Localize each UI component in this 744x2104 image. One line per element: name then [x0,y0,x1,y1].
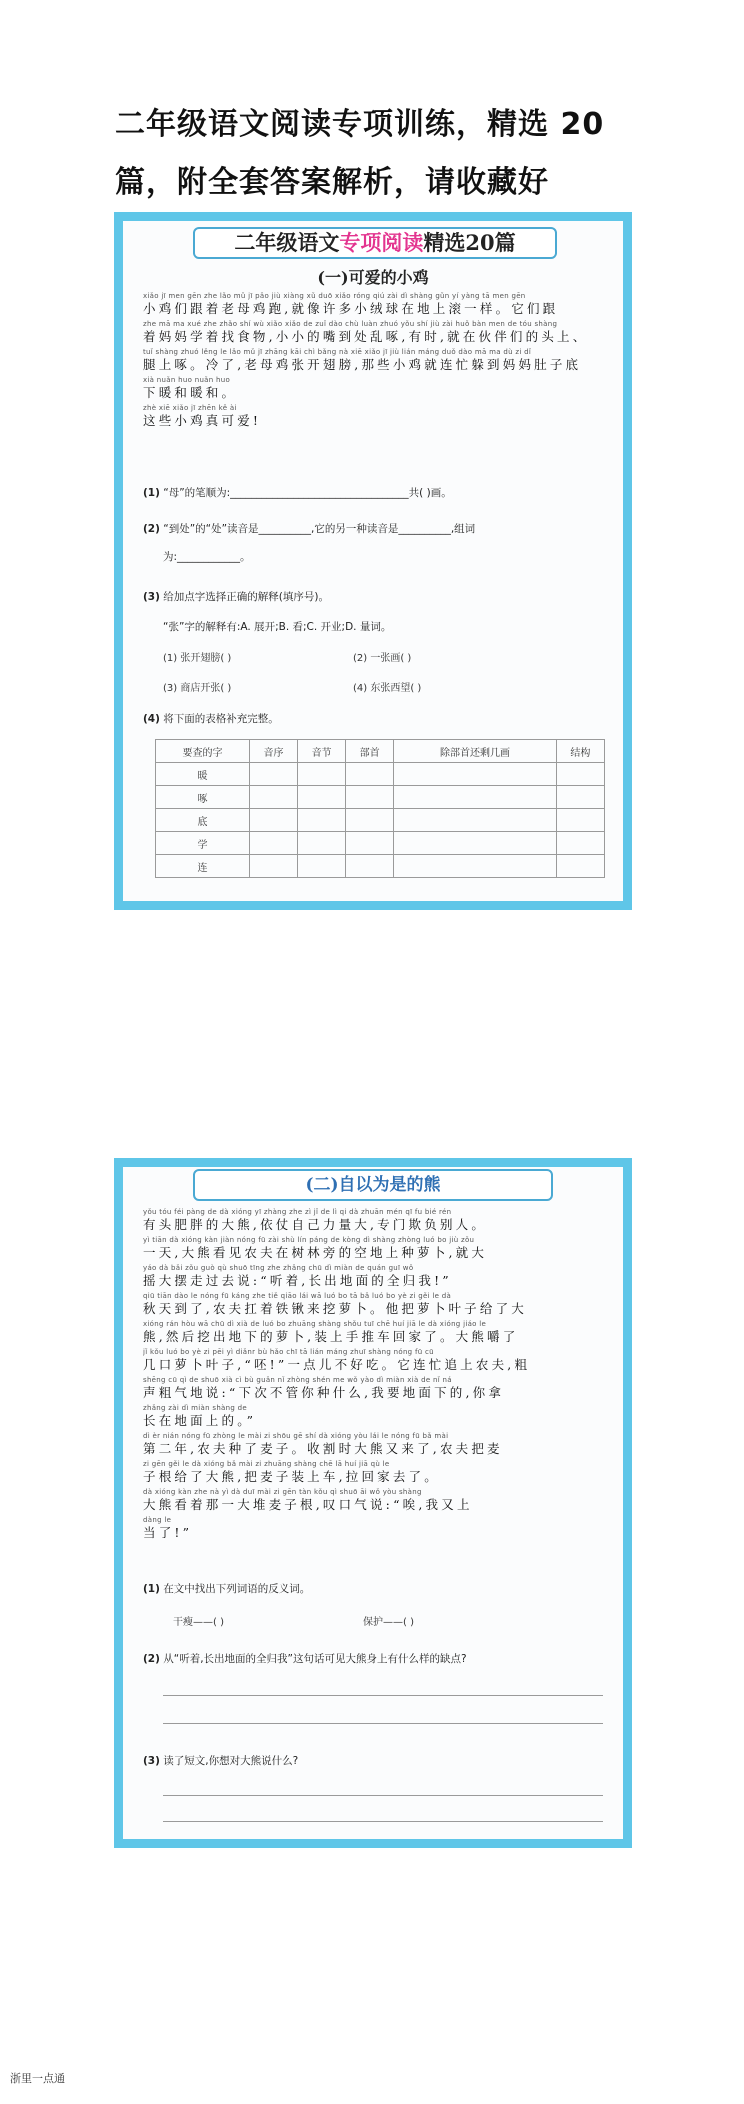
story-2-line [143,1515,613,1541]
hanzi-line: 一天,大熊看见农夫在树林旁的空地上种萝卜,就大 [143,1245,488,1260]
banner-text-highlight: 专项阅读 [339,230,424,255]
hanzi-line: 长在地面上的。” [143,1413,257,1428]
table-cell-blank[interactable] [346,855,394,878]
hanzi-line: 有头肥胖的大熊,依仗自己力量大,专门欺负别人。 [143,1217,488,1232]
story-1-line [143,375,613,401]
story-2-title: (二)自以为是的熊 [193,1169,553,1201]
pinyin-line: zhè xiē xiǎo jī zhēn kě ài [143,404,237,412]
antonym-blank: 干瘦——( ) [173,1617,224,1628]
headline-line-1: 二年级语文阅读专项训练，精选 20 [115,107,605,142]
pinyin-line: xiǎo jī men gēn zhe lǎo mǔ jī pǎo jiù xiàng xǔ duō xiǎo róng qiú zài dì shàng gǔn yí yàng tā men gēn [143,292,526,300]
pinyin-line: yǒu tóu féi pàng de dà xióng yī zhàng zhe zì jǐ de lì qi dà zhuān mén qī fu bié rén [143,1208,452,1216]
hanzi-line: 下暖和暖和。 [143,385,238,400]
footer-watermark: 浙里一点通 [10,2072,65,2085]
question-3-option: (4) 东张西望( ) [353,683,422,694]
story-2-question-2 [143,1651,467,1666]
table-cell-blank[interactable] [346,832,394,855]
hanzi-line: 腿上啄。冷了,老母鸡张开翅膀,那些小鸡就连忙躲到妈妈肚子底 [143,357,582,372]
table-cell-character: 学 [156,832,250,855]
story-1-line [143,403,613,429]
table-cell-blank[interactable] [346,786,394,809]
story-2-line [143,1487,613,1513]
table-cell-blank[interactable] [556,786,604,809]
question-3-option: (2) 一张画( ) [353,653,412,664]
story-1-title: (一)可爱的小鸡 [317,268,429,287]
hanzi-line: 小鸡们跟着老母鸡跑,就像许多小绒球在地上滚一样。它们跟 [143,301,559,316]
table-cell-blank[interactable] [346,809,394,832]
table-header: 部首 [346,740,394,763]
story-2-line [143,1459,613,1485]
story-1-line [143,291,613,317]
table-cell-blank[interactable] [346,763,394,786]
hanzi-line: 大熊看着那一大堆麦子根,叹口气说:“唉,我又上 [143,1497,473,1512]
question-3 [143,589,329,604]
answer-line[interactable] [163,1795,603,1796]
table-cell-blank[interactable] [298,809,346,832]
hanzi-line: 几口萝卜叶子,“呸!”一点儿不好吃。它连忙追上农夫,粗 [143,1357,531,1372]
table-cell-blank[interactable] [249,855,297,878]
question-4-number: (4) [143,713,160,725]
question-1-number: (1) [143,487,160,499]
story-2-line [143,1431,613,1457]
question-2-continued: 为:____________。 [163,551,251,563]
pinyin-line: dì èr nián nóng fū zhòng le mài zi shōu gē shí dà xióng yòu lái le nóng fū bǎ mài [143,1432,449,1440]
answer-line[interactable] [163,1695,603,1696]
hanzi-line: 着妈妈学着找食物,小小的嘴到处乱啄,有时,就在伙伴们的头上、 [143,329,589,344]
pinyin-line: zhǎng zài dì miàn shàng de [143,1404,247,1412]
banner-text-tail: 精选20篇 [423,230,516,255]
question-text: 读了短文,你想对大熊说什么? [163,1755,299,1767]
table-cell-blank[interactable] [298,763,346,786]
hanzi-line: 摇大摆走过去说:“听着,长出地面的全归我!” [143,1273,452,1288]
hanzi-line: 这些小鸡真可爱! [143,413,262,428]
table-cell-character: 底 [156,809,250,832]
hanzi-line: 第二年,农夫种了麦子。收割时大熊又来了,农夫把麦 [143,1441,503,1456]
table-header: 要查的字 [156,740,250,763]
story-2-line [143,1403,613,1429]
story-2-line [143,1207,613,1233]
headline-line-2: 篇，附全套答案解析，请收藏好 [115,165,549,200]
question-3-number: (3) [143,591,160,603]
table-row [156,832,605,855]
pinyin-line: dà xióng kàn zhe nà yì dà duī mài zi gēn tàn kǒu qì shuō āi wǒ yòu shàng [143,1488,422,1496]
pinyin-line: qiū tiān dào le nóng fū káng zhe tiě qiāo lái wā luó bo tā bǎ luó bo yè zi gěi le dà [143,1292,452,1300]
antonym-blank: 保护——( ) [363,1617,414,1628]
pinyin-line: dàng le [143,1516,172,1524]
question-text: 在文中找出下列词语的反义词。 [163,1583,311,1595]
worksheet-1 [114,212,632,910]
answer-line[interactable] [163,1723,603,1724]
story-2-line [143,1235,613,1261]
pinyin-line: xià nuǎn huo nuǎn huo [143,376,231,384]
table-header: 音节 [298,740,346,763]
pinyin-line: jǐ kǒu luó bo yè zi pēi yì diǎnr bù hǎo chī tā lián máng zhuī shàng nóng fū cū [143,1348,434,1356]
worksheet-2 [114,1158,632,1848]
table-row [156,855,605,878]
question-3-text: 给加点字选择正确的解释(填序号)。 [163,591,329,603]
worksheet-2-paper [123,1167,623,1839]
table-cell-blank[interactable] [249,763,297,786]
table-cell-blank[interactable] [394,809,557,832]
story-2-question-1 [143,1581,310,1596]
table-row [156,763,605,786]
question-2-number: (2) [143,523,160,535]
table-cell-character: 啄 [156,786,250,809]
table-cell-blank[interactable] [394,855,557,878]
question-3-option: (3) 商店开张( ) [163,683,232,694]
banner-text-grade: 二年级语文 [234,230,340,255]
question-number: (1) [143,1583,160,1595]
table-cell-blank[interactable] [394,763,557,786]
table-cell-blank[interactable] [249,809,297,832]
question-1-text: “母”的笔顺为:__________________________________共( )画。 [163,487,452,499]
table-cell-blank[interactable] [556,763,604,786]
table-row [156,809,605,832]
story-2-line [143,1347,613,1373]
story-2-line [143,1291,613,1317]
question-number: (3) [143,1755,160,1767]
table-cell-blank[interactable] [556,855,604,878]
pinyin-line: shēng cū qì de shuō xià cì bù guǎn nǐ zhòng shén me wǒ yào dì miàn xià de nǐ ná [143,1376,452,1384]
table-cell-blank[interactable] [556,832,604,855]
question-3-definitions: “张”字的解释有:A. 展开;B. 看;C. 开业;D. 量词。 [163,621,392,633]
story-1-line [143,347,613,373]
table-row [156,786,605,809]
hanzi-line: 子根给了大熊,把麦子装上车,拉回家去了。 [143,1469,440,1484]
hanzi-line: 当了!” [143,1525,193,1540]
story-2-line [143,1319,613,1345]
table-cell-blank[interactable] [249,786,297,809]
table-cell-blank[interactable] [249,832,297,855]
hanzi-line: 熊,然后挖出地下的萝卜,装上手推车回家了。大熊嚼了 [143,1329,519,1344]
table-header-row [156,740,605,763]
question-4 [143,711,279,726]
pinyin-line: yì tiān dà xióng kàn jiàn nóng fū zài shù lín páng de kòng dì shàng zhòng luó bo jiù zǒu [143,1236,475,1244]
question-2-text: “到处”的“处”读音是__________,它的另一种读音是__________,组词 [163,523,476,535]
worksheet-1-paper [123,221,623,901]
question-2 [143,521,475,536]
table-cell-blank[interactable] [298,786,346,809]
pinyin-line: xióng rán hòu wā chū dì xià de luó bo zhuāng shàng shǒu tuī chē huí jiā le dà xióng jiáo le [143,1320,487,1328]
table-header: 结构 [556,740,604,763]
story-1-line [143,319,613,345]
table-cell-blank[interactable] [394,786,557,809]
hanzi-line: 秋天到了,农夫扛着铁锹来挖萝卜。他把萝卜叶子给了大 [143,1301,527,1316]
answer-line[interactable] [163,1821,603,1822]
question-4-text: 将下面的表格补充完整。 [163,713,279,725]
table-cell-character: 连 [156,855,250,878]
worksheet-1-banner [193,227,557,259]
question-text: 从“听着,长出地面的全归我”这句话可见大熊身上有什么样的缺点? [163,1653,467,1665]
pinyin-line: zhe mā ma xué zhe zhǎo shí wù xiǎo xiǎo de zuǐ dào chù luàn zhuó yǒu shí jiù zài huǒ bàn men de tóu shàng [143,320,558,328]
pinyin-line: tuǐ shàng zhuó lěng le lǎo mǔ jī zhāng kāi chì bǎng nà xiē xiǎo jī jiù lián máng duǒ dào mā ma dù zi dǐ [143,348,532,356]
hanzi-line: 声粗气地说:“下次不管你种什么,我要地面下的,你拿 [143,1385,505,1400]
table-cell-character: 暖 [156,763,250,786]
question-3-option: (1) 张开翅膀( ) [163,653,232,664]
question-number: (2) [143,1653,160,1665]
pinyin-line: zi gēn gěi le dà xióng bǎ mài zi zhuāng shàng chē lā huí jiā qù le [143,1460,390,1468]
question-1 [143,485,452,500]
pinyin-line: yáo dà bǎi zǒu guò qù shuō tīng zhe zhǎng chū dì miàn de quán guī wǒ [143,1264,414,1272]
character-table [155,739,605,878]
story-2-line [143,1263,613,1289]
page-headline [115,96,635,212]
table-cell-blank[interactable] [556,809,604,832]
story-2-question-3 [143,1753,298,1768]
table-cell-blank[interactable] [394,832,557,855]
table-cell-blank[interactable] [298,832,346,855]
table-header: 除部首还剩几画 [394,740,557,763]
table-cell-blank[interactable] [298,855,346,878]
table-header: 音序 [249,740,297,763]
story-2-line [143,1375,613,1401]
